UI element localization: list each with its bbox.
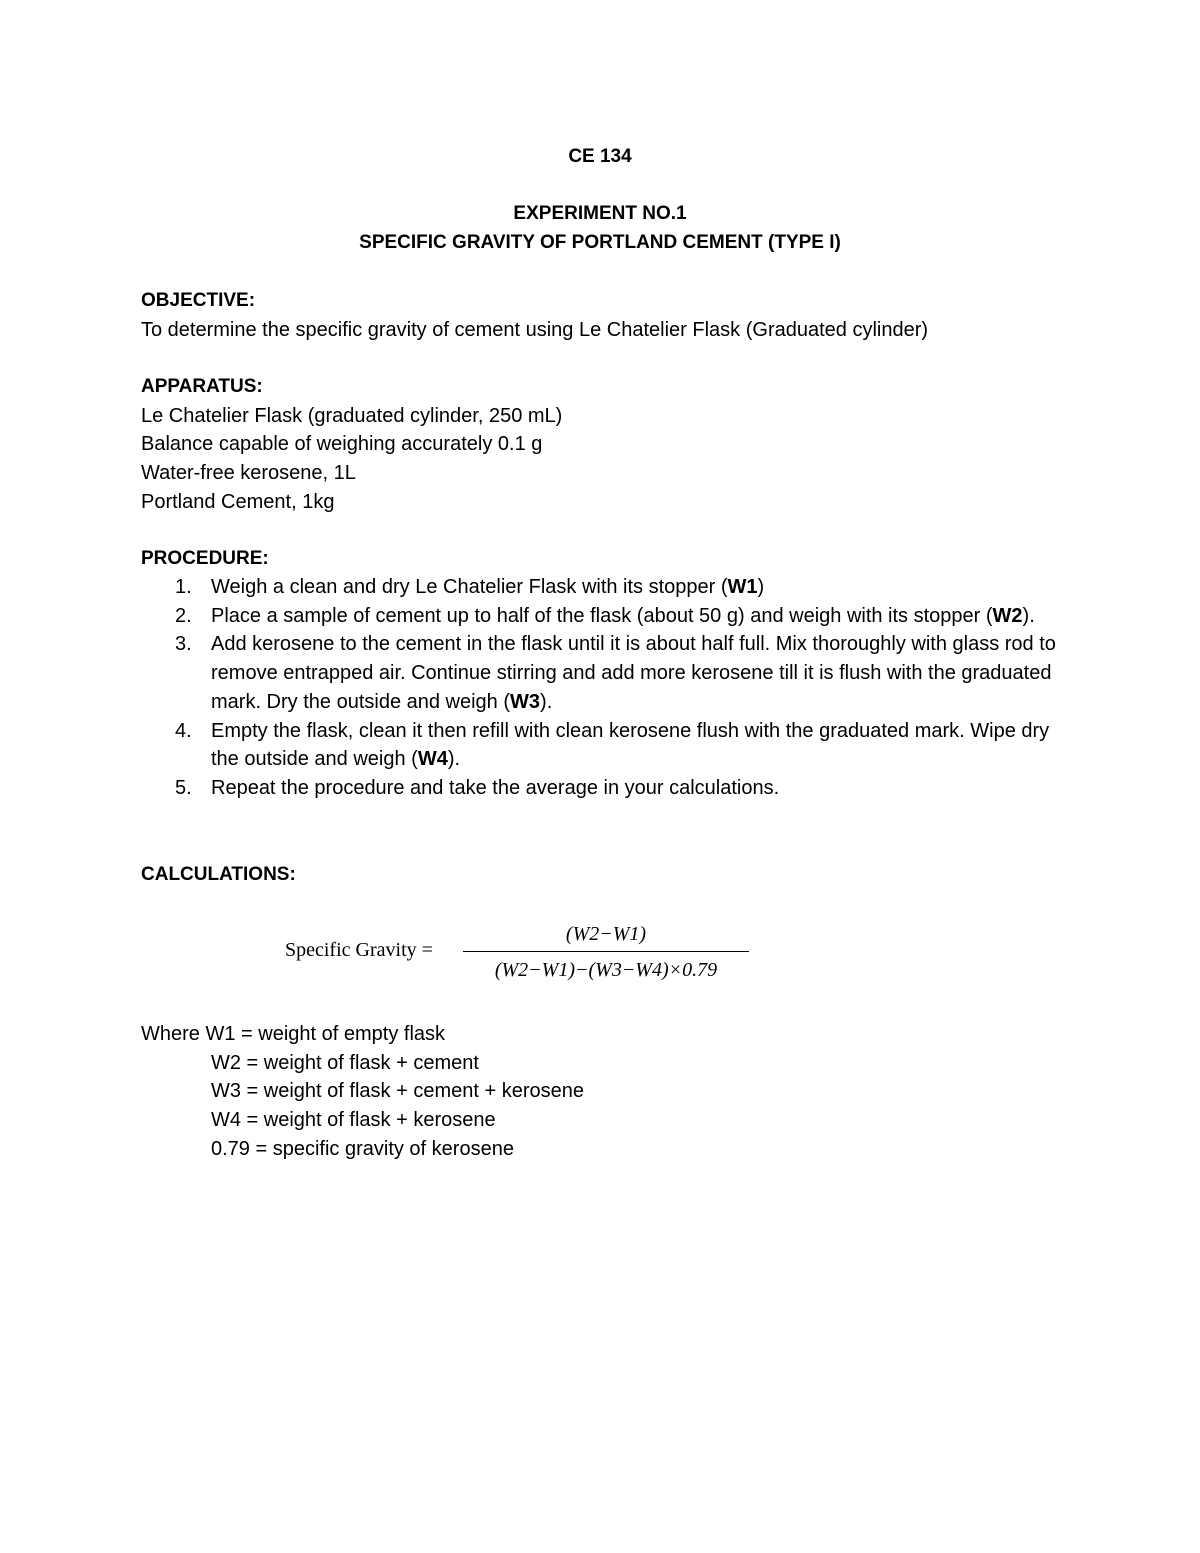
weight-ref: W1	[727, 576, 758, 598]
step-text: Repeat the procedure and take the average in your calculations.	[211, 776, 780, 799]
weight-ref: W2	[992, 604, 1023, 627]
step-number: 5.	[175, 776, 192, 799]
weight-ref: W4	[417, 748, 448, 771]
procedure-steps	[141, 573, 1061, 803]
procedure-step	[141, 602, 1061, 631]
procedure-heading: PROCEDURE:	[141, 548, 269, 569]
step-text: Empty the flask, clean it then refill with clean kerosene flush with the graduated mark. Wipe dry the outside and weigh (	[211, 719, 1050, 771]
experiment-title: SPECIFIC GRAVITY OF PORTLAND CEMENT (TYPE I)	[359, 232, 841, 253]
step-number: 4.	[175, 719, 192, 742]
definition-row: W4 = weight of flask + kerosene	[211, 1109, 496, 1132]
fraction-bar	[463, 951, 749, 952]
definition-row: W2 = weight of flask + cement	[211, 1051, 479, 1074]
step-text: Weigh a clean and dry Le Chatelier Flask with its stopper (	[211, 576, 728, 598]
step-number: 2.	[175, 604, 192, 627]
apparatus-item: Water-free kerosene, 1L	[141, 462, 356, 484]
weight-ref: W3	[510, 690, 541, 713]
calculations-heading: CALCULATIONS:	[141, 864, 296, 885]
apparatus-heading: APPARATUS:	[141, 376, 263, 397]
step-tail: ).	[540, 690, 553, 713]
apparatus-item: Balance capable of weighing accurately 0.1 g	[141, 433, 543, 455]
objective-text: To determine the specific gravity of cement using Le Chatelier Flask (Graduated cylinder)	[141, 319, 929, 341]
experiment-number: EXPERIMENT NO.1	[513, 203, 687, 224]
step-number: 3.	[175, 633, 192, 656]
procedure-step	[141, 774, 1061, 803]
step-tail: ).	[447, 748, 461, 771]
objective-heading: OBJECTIVE:	[141, 290, 256, 311]
procedure-step	[141, 573, 1061, 602]
apparatus-item: Le Chatelier Flask (graduated cylinder, 250 mL)	[141, 405, 563, 427]
definition-row: 0.79 = specific gravity of kerosene	[211, 1137, 514, 1160]
step-text: Add kerosene to the cement in the flask until it is about half full. Mix thoroughly with glass rod to remove entrapped air. Continue stirring and add more kerosene till it is flush with the graduated mark. Dry the outside and weigh (	[211, 633, 1056, 713]
step-tail: ).	[1022, 604, 1035, 627]
formula-label: Specific Gravity =	[285, 939, 433, 961]
variable-definitions	[141, 1020, 584, 1164]
step-number: 1.	[175, 576, 192, 598]
definition-row: Where W1 = weight of empty flask	[141, 1023, 446, 1045]
procedure-step	[141, 630, 1061, 716]
formula-fraction	[463, 917, 749, 987]
procedure-step	[141, 717, 1061, 774]
step-tail: )	[757, 576, 765, 598]
formula-numerator: (W2−W1)	[565, 923, 647, 945]
apparatus-item: Portland Cement, 1kg	[141, 491, 335, 513]
formula-denominator: (W2−W1)−(W3−W4)×0.79	[494, 959, 718, 981]
definition-row: W3 = weight of flask + cement + kerosene	[211, 1080, 584, 1103]
course-code: CE 134	[568, 146, 632, 167]
step-text: Place a sample of cement up to half of the flask (about 50 g) and weigh with its stopper (	[211, 604, 993, 627]
